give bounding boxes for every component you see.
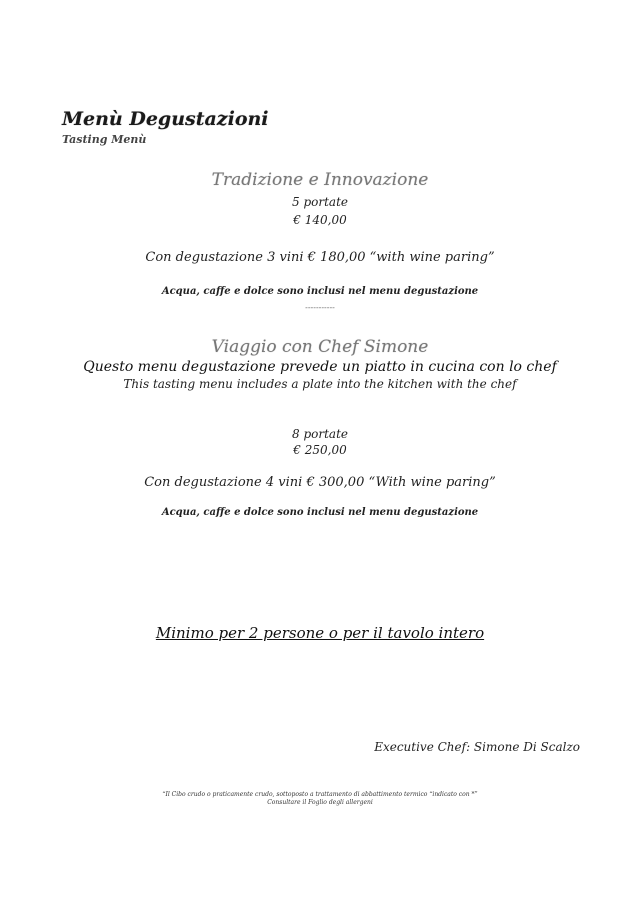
menu-1-title: Tradizione e Innovazione xyxy=(211,170,429,190)
menu-1-courses: 5 portate xyxy=(292,195,348,209)
section-divider: ----------- xyxy=(305,303,335,312)
menu-1-included-note: Acqua, caffe e dolce sono inclusi nel menu degustazione xyxy=(161,286,479,297)
footnote-allergens: Consultare il Foglio degli allergeni xyxy=(267,799,373,806)
menu-2-included-note: Acqua, caffe e dolce sono inclusi nel menu degustazione xyxy=(161,507,479,518)
menu-1-wine-pairing: Con degustazione 3 vini € 180,00 “with wine paring” xyxy=(145,250,495,265)
minimum-guests-note: Minimo per 2 persone o per il tavolo intero xyxy=(155,624,485,642)
menu-2-courses: 8 portate xyxy=(292,427,348,441)
page-title: Menù Degustazioni xyxy=(62,108,269,130)
menu-1-price: € 140,00 xyxy=(293,213,347,227)
menu-2-description-it: Questo menu degustazione prevede un piatto in cucina con lo chef xyxy=(83,359,557,375)
menu-2-price: € 250,00 xyxy=(293,443,347,457)
footnote-raw-food: “Il Cibo crudo o praticamente crudo, sottoposto a trattamento di abbattimento termico “indicato con *” xyxy=(162,791,478,798)
menu-2-description-en: This tasting menu includes a plate into the kitchen with the chef xyxy=(123,377,517,391)
page-subtitle: Tasting Menù xyxy=(62,133,147,146)
menu-2-title: Viaggio con Chef Simone xyxy=(211,337,429,357)
menu-2-wine-pairing: Con degustazione 4 vini € 300,00 “With wine paring” xyxy=(144,475,496,490)
executive-chef: Executive Chef: Simone Di Scalzo xyxy=(374,740,580,754)
